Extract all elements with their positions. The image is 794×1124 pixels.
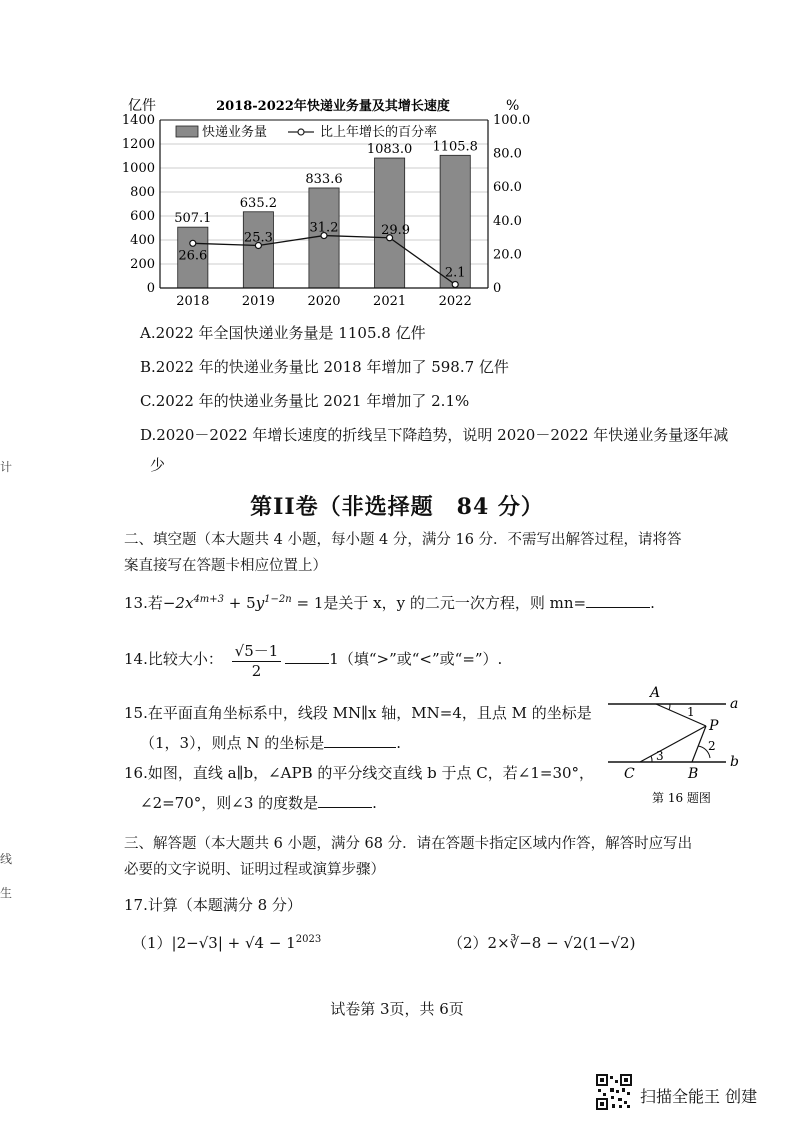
option-b: B.2022 年的快递业务量比 2018 年增加了 598.7 亿件 (140, 358, 509, 376)
q14-denominator: 2 (251, 662, 262, 680)
left-tick-label: 200 (130, 257, 155, 272)
q15-answer-blank[interactable] (324, 747, 396, 748)
label-angle-3: 3 (656, 749, 664, 763)
q17-part2-expression: 2×∛−8 − √2(1−√2) (487, 934, 636, 952)
left-tick-label: 1000 (121, 161, 155, 176)
q14-numerator: √5－1 (232, 640, 282, 662)
express-chart (118, 92, 538, 312)
question-14 (124, 640, 502, 680)
q13-equation: $-2x^{4m+3} + 5y^{1-2n} = 1$ (162, 594, 324, 612)
growth-value-label: 31.2 (309, 220, 339, 236)
growth-value-label: 2.1 (444, 265, 466, 281)
section2-header-line2: 案直接写在答题卡相应位置上） (124, 558, 327, 574)
left-tick-label: 800 (130, 185, 155, 200)
chart-right-unit: % (506, 98, 520, 114)
question-13 (124, 592, 655, 613)
left-tick-label: 1400 (121, 113, 155, 128)
left-tick-label: 1200 (121, 137, 155, 152)
legend-line-label: 比上年增长的百分率 (320, 125, 438, 140)
section3-header-line1: 三、解答题（本大题共 6 小题，满分 68 分．请在答题卡指定区域内作答，解答时应写出 (124, 836, 693, 852)
option-d-line1: D.2020－2022 年增长速度的折线呈下降趋势，说明 2020－2022 年快递业务量逐年减 (140, 426, 729, 444)
legend-bar-swatch (176, 126, 198, 137)
label-angle-2: 2 (708, 739, 716, 753)
right-tick-label: 60.0 (493, 180, 522, 196)
q14-suffix: 1（填“>”或“<”或“=”）. (329, 650, 503, 668)
q14-answer-blank[interactable] (285, 663, 329, 664)
figure-16-caption: 第 16 题图 (652, 791, 711, 805)
chart-title: 2018-2022年快递业务量及其增长速度 (216, 99, 450, 114)
q14-fraction (232, 640, 282, 680)
x-tick-label: 2020 (307, 294, 341, 309)
x-tick-label: 2022 (438, 294, 472, 309)
legend-line-marker (298, 129, 304, 135)
q13-prefix: 13.若 (124, 594, 163, 612)
option-c: C.2022 年的快递业务量比 2021 年增加了 2.1% (140, 392, 470, 410)
option-d-line2: 少 (150, 456, 166, 474)
chart-bars (174, 139, 478, 288)
scanner-watermark-text: 扫描全能王 创建 (640, 1087, 758, 1106)
bar-value-label: 507.1 (174, 211, 212, 227)
label-a: a (730, 696, 739, 712)
bar-value-label: 1083.0 (366, 142, 413, 158)
q13-end: . (650, 594, 655, 612)
x-tick-label: 2018 (176, 294, 210, 309)
part2-title: 第II卷（非选择题 84 分） (250, 494, 544, 520)
left-tick-label: 600 (130, 209, 155, 224)
label-C: C (624, 766, 635, 782)
left-tick-label: 0 (146, 281, 155, 296)
segment-pb (692, 726, 706, 762)
qr-code-icon (596, 1074, 632, 1110)
q16-end: . (372, 794, 377, 812)
growth-point (452, 281, 458, 287)
label-b: b (730, 754, 739, 770)
question-15-line2 (140, 732, 401, 753)
q14-prefix: 14.比较大小： (124, 650, 223, 668)
q17-part1-label: （1） (132, 934, 172, 952)
growth-value-label: 26.6 (178, 248, 208, 264)
label-A: A (650, 685, 661, 701)
q13-answer-blank[interactable] (586, 607, 650, 608)
angle-3-arc (651, 756, 652, 762)
bar (243, 212, 273, 288)
question-17-part1 (132, 932, 321, 953)
segment-ap (656, 704, 706, 726)
bar-value-label: 833.6 (305, 171, 343, 187)
growth-point (190, 240, 196, 246)
bar-value-label: 1105.8 (432, 139, 478, 155)
option-a: A.2022 年全国快递业务量是 1105.8 亿件 (140, 324, 426, 342)
margin-mark: 生 (0, 886, 13, 900)
right-tick-label: 40.0 (493, 213, 522, 229)
question-16-line2 (140, 792, 377, 813)
question-16-line1: 16.如图，直线 a∥b，∠APB 的平分线交直线 b 于点 C，若∠1=30°， (124, 764, 595, 782)
right-tick-label: 0 (493, 281, 502, 296)
q13-suffix: 是关于 x，y 的二元一次方程，则 mn= (323, 594, 587, 612)
question-15-line1: 15.在平面直角坐标系中，线段 MN∥x 轴，MN=4，且点 M 的坐标是 (124, 704, 592, 722)
legend-bar-label: 快递业务量 (202, 125, 268, 140)
section3-header-line2: 必要的文字说明、证明过程或演算步骤） (124, 862, 385, 878)
right-tick-label: 20.0 (493, 247, 522, 263)
q17-part1-expression: $|2-√3| + √4 - 1^{2023}$ (171, 934, 322, 952)
q16-text: ∠2=70°，则∠3 的度数是 (140, 794, 319, 812)
growth-value-label: 29.9 (381, 222, 411, 238)
x-tick-label: 2021 (373, 294, 407, 309)
section2-header-line1: 二、填空题（本大题共 4 小题，每小题 4 分，满分 16 分．不需写出解答过程，请将答 (124, 532, 682, 548)
q17-part2-label: （2） (448, 934, 488, 952)
margin-mark: 计 (0, 460, 13, 474)
question-17-title: 17.计算（本题满分 8 分） (124, 896, 302, 914)
chart-legend (176, 124, 437, 140)
right-tick-label: 100.0 (493, 113, 531, 128)
right-tick-label: 80.0 (493, 146, 522, 162)
left-tick-label: 400 (130, 233, 155, 248)
chart-left-unit: 亿件 (128, 98, 156, 114)
q15-text: （1，3），则点 N 的坐标是 (140, 734, 325, 752)
figure-16 (600, 680, 770, 810)
growth-value-label: 25.3 (243, 230, 273, 246)
x-tick-label: 2019 (241, 294, 275, 309)
label-P: P (709, 718, 719, 734)
question-17-part2 (448, 932, 635, 953)
q16-answer-blank[interactable] (318, 807, 372, 808)
q15-end: . (396, 734, 402, 752)
bar-value-label: 635.2 (239, 195, 278, 211)
margin-mark: 线 (0, 852, 13, 866)
angle-1-arc (669, 704, 670, 710)
page-footer: 试卷第 3页，共 6页 (330, 1000, 464, 1018)
segment-pc (640, 726, 706, 762)
label-B: B (688, 766, 699, 782)
label-angle-1: 1 (687, 705, 695, 719)
